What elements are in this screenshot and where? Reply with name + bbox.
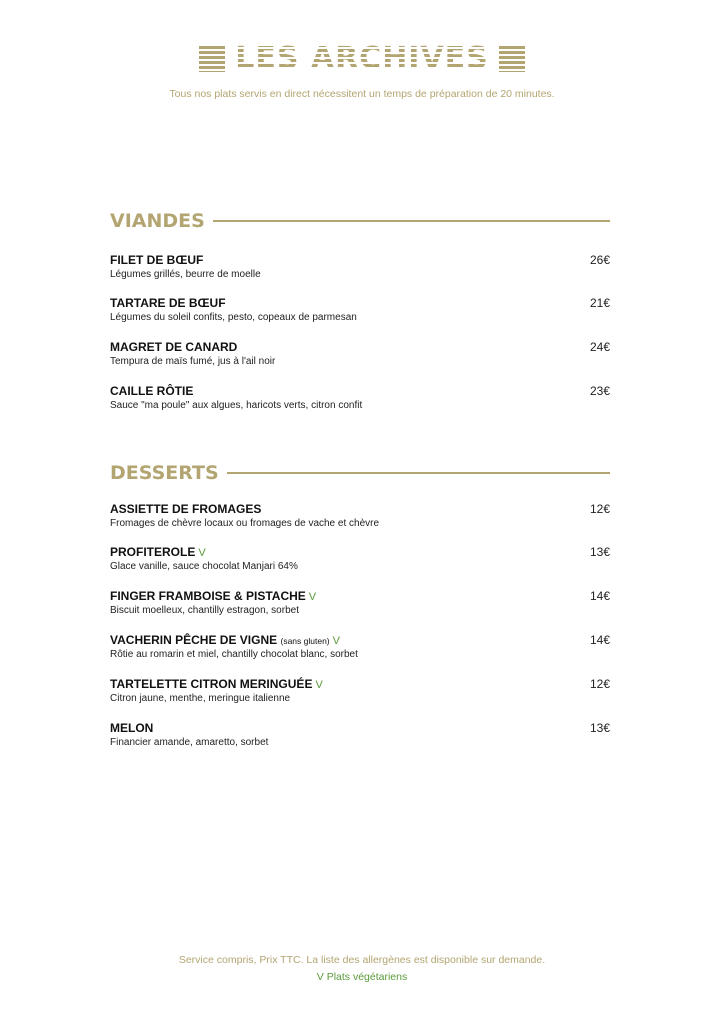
item-name: FILET DE BŒUF [110,253,204,267]
item-name: MELON [110,721,154,735]
item-name: TARTELETTE CITRON MERINGUÉE [110,677,313,691]
menu-item [110,677,610,704]
logo-stripes-left [199,46,225,72]
footer-veg-legend [0,971,724,983]
item-name: TARTARE DE BŒUF [110,296,226,310]
menu-item [110,340,610,367]
item-name: PROFITEROLE [110,545,196,559]
item-desc: Financier amande, amaretto, sorbet [110,737,269,748]
item-price: 21€ [589,296,610,310]
section-title-viandes [110,210,610,232]
section-title-text: DESSERTS [110,462,219,484]
item-price: 14€ [589,589,610,603]
item-name: VACHERIN PÊCHE DE VIGNE [110,633,278,647]
item-name: ASSIETTE DE FROMAGES [110,502,262,516]
menu-item [110,589,610,616]
logo-text: LES ARCHIVES [235,41,489,76]
item-desc: Rôtie au romarin et miel, chantilly chocolat blanc, sorbet [110,649,358,660]
menu-item [110,545,610,572]
item-price: 26€ [589,253,610,267]
item-price: 13€ [589,721,610,735]
item-note: (sans gluten) [280,636,330,646]
item-price: 14€ [589,633,610,647]
item-desc: Sauce "ma poule" aux algues, haricots verts, citron confit [110,400,363,411]
item-desc: Biscuit moelleux, chantilly estragon, sorbet [110,605,299,616]
footer-notice: Service compris, Prix TTC. La liste des allergènes est disponible sur demande. [178,954,546,966]
leaf-v-icon: V [198,547,206,559]
veg-legend-label: Plats végétariens [326,971,408,983]
menu-item [110,721,610,748]
item-name-row [110,677,610,691]
menu-item [110,296,610,323]
item-price: 24€ [589,340,610,354]
leaf-v-icon: V [316,971,324,983]
item-price: 13€ [589,545,610,559]
item-name: MAGRET DE CANARD [110,340,238,354]
item-name-row [110,589,610,603]
item-name-row [110,633,610,647]
item-name-row [110,545,610,559]
item-name: CAILLE RÔTIE [110,384,194,398]
item-desc: Citron jaune, menthe, meringue italienne [110,693,291,704]
section-title-desserts [110,462,610,484]
leaf-v-icon: V [332,635,340,647]
item-price: 23€ [589,384,610,398]
menu-item [110,633,610,660]
item-desc: Légumes grillés, beurre de moelle [110,269,261,280]
section-title-text: VIANDES [110,210,205,232]
item-name: FINGER FRAMBOISE & PISTACHE [110,589,306,603]
item-desc: Tempura de maïs fumé, jus à l'ail noir [110,356,276,367]
menu-item [110,502,610,529]
item-desc: Légumes du soleil confits, pesto, copeaux de parmesan [110,312,357,323]
section-rule [213,220,610,222]
section-rule [227,472,610,474]
leaf-v-icon: V [315,679,323,691]
menu-item [110,253,610,280]
item-price: 12€ [589,502,610,516]
item-price: 12€ [589,677,610,691]
item-desc: Glace vanille, sauce chocolat Manjari 64% [110,561,298,572]
logo [0,41,724,77]
leaf-v-icon: V [308,591,317,603]
logo-stripes-right [499,46,525,72]
item-desc: Fromages de chèvre locaux ou fromages de vache et chèvre [110,518,380,529]
menu-item [110,384,610,411]
tagline: Tous nos plats servis en direct nécessitent un temps de préparation de 20 minutes. [169,88,555,100]
